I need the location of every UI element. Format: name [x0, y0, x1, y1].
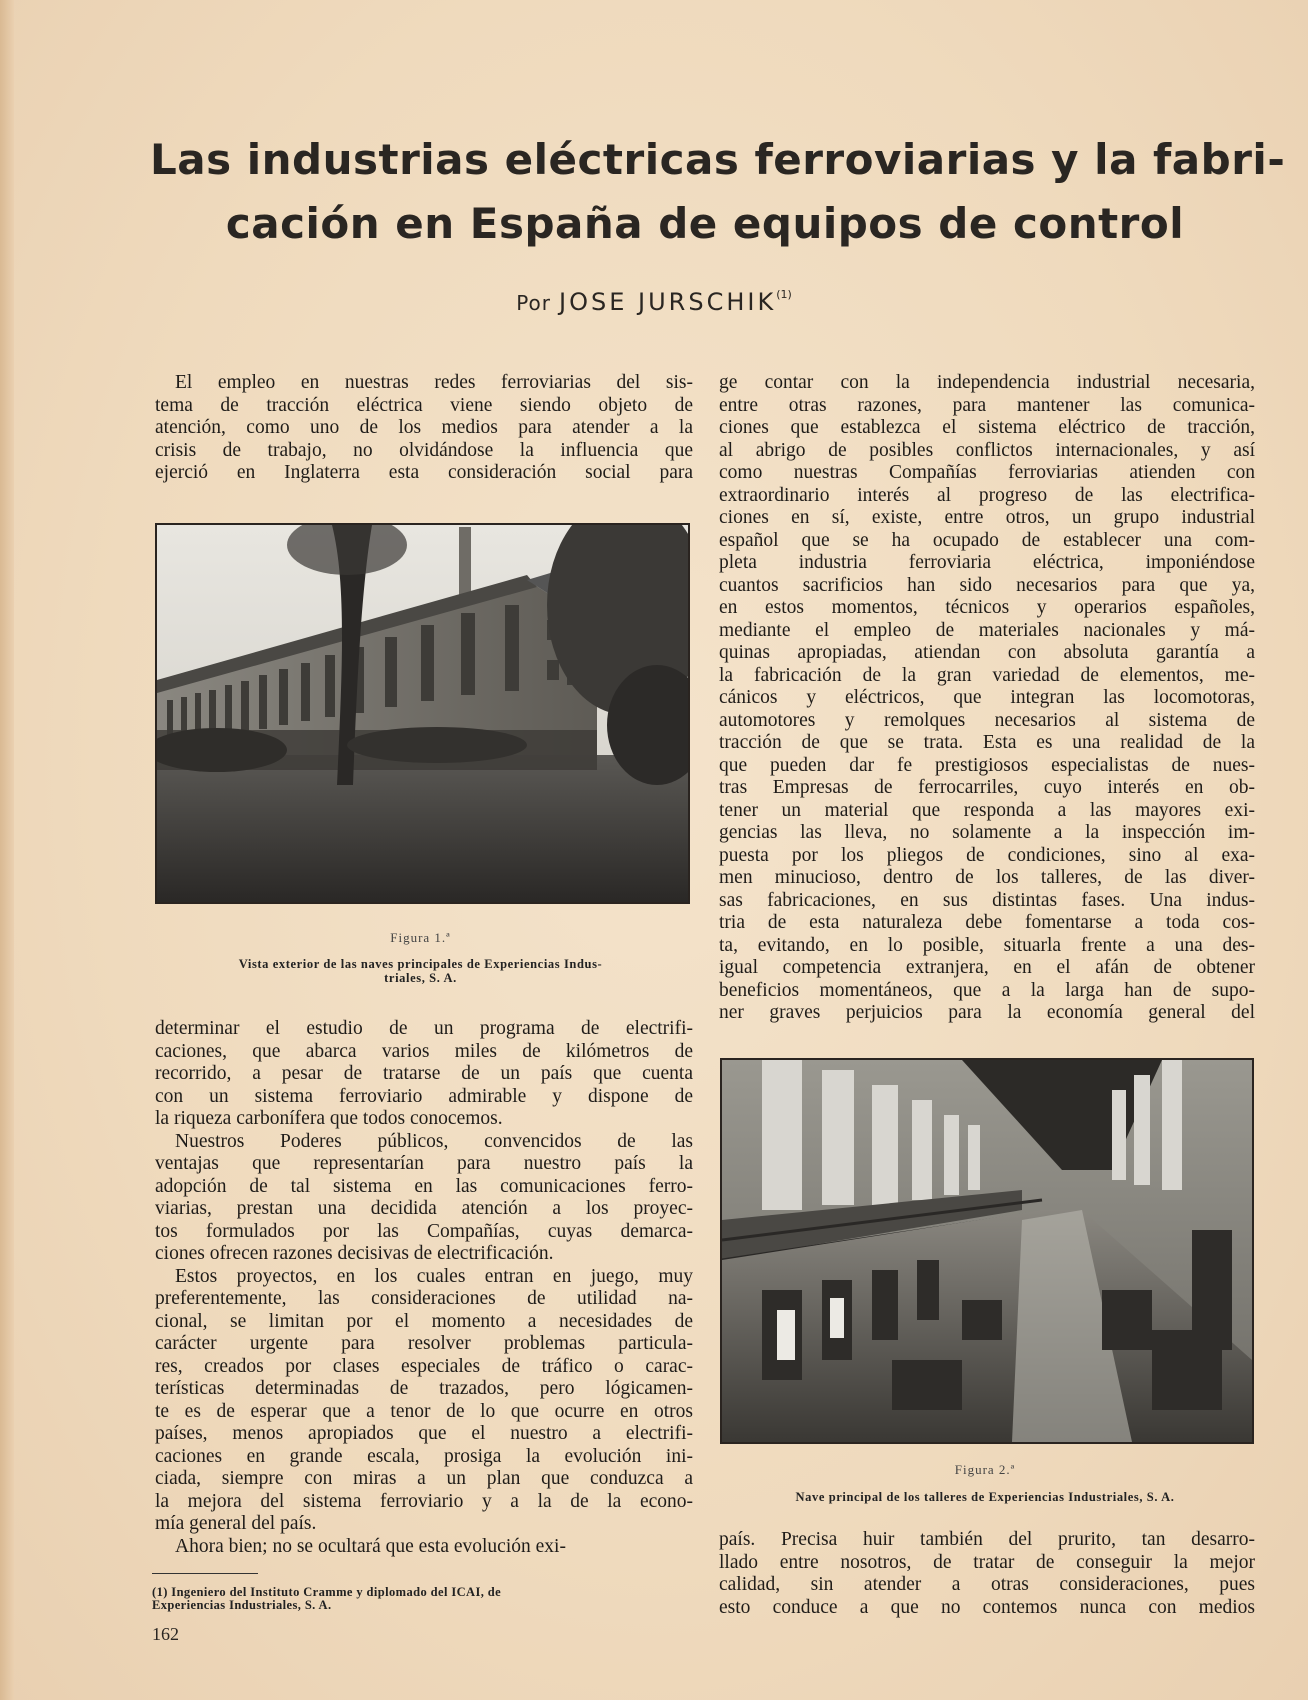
text-line: beneficios momentáneos, que a la larga han de supo- [719, 979, 1255, 1001]
text-line: res, creados por clases especiales de tráfico o carac- [155, 1355, 693, 1377]
text-line: carácter urgente para resolver problemas particula- [155, 1333, 693, 1354]
column-1-intro [155, 372, 693, 485]
text-line: puesta por los pliegos de condiciones, sino al exa- [719, 844, 1255, 866]
footnote-rule [152, 1573, 258, 1574]
text-line: país. Precisa huir también del prurito, tan desarro- [719, 1529, 1255, 1550]
column-2-top [719, 372, 1255, 1025]
title-line: Las industrias eléctricas ferroviarias y la fabri- [150, 135, 1286, 184]
figure-1-label: Figura 1.ª [390, 930, 451, 945]
text-line: llado entre nosotros, de tratar de conseguir la mejor [719, 1551, 1255, 1573]
byline-prefix: Por [516, 291, 552, 315]
text-line: sas fabricaciones, en sus distintas fases. Una indus- [719, 889, 1255, 911]
text-line: recorrido, a pesar de tratarse de un país que cuenta [155, 1063, 693, 1084]
text-line: quinas apropiadas, atiendan con absoluta garantía a [719, 642, 1255, 663]
column-1-body [155, 1018, 693, 1558]
text-line: entre otras razones, para mantener las comunica- [719, 394, 1255, 416]
column-2-bottom [719, 1529, 1255, 1619]
text-line: ta, evitando, en lo posible, situarla frente a una des- [719, 934, 1255, 956]
page-number: 162 [152, 1624, 179, 1644]
text-line: te es de esperar que a tenor de lo que ocurre en otros [155, 1400, 693, 1422]
text-line: determinar el estudio de un programa de electrifi- [155, 1018, 693, 1039]
text-line: igual competencia extranjera, en el afán de obtener [719, 957, 1255, 978]
text-line: esto conduce a que no contemos nunca con medios [719, 1596, 1255, 1618]
figure-2-photo [720, 1058, 1254, 1444]
text-line: ventajas que representarían para nuestro país la [155, 1153, 693, 1174]
text-line: caciones, que abarca varios miles de kilómetros de [155, 1040, 693, 1062]
text-line: atención, como uno de los medios para atender a la [155, 417, 693, 438]
text-line: la fabricación de la gran variedad de elementos, me- [719, 664, 1255, 686]
text-line: la mejora del sistema ferroviario y a la de la econo- [155, 1490, 693, 1512]
text-line: tras Empresas de ferrocarriles, cuyo interés en ob- [719, 777, 1255, 798]
text-line: men minucioso, dentro de los talleres, de las diver- [719, 867, 1255, 888]
text-line: caciones en grande escala, prosiga la evolución ini- [155, 1445, 693, 1467]
text-line: ciada, siempre con miras a un plan que conduzca a [155, 1468, 693, 1489]
text-line: con un sistema ferroviario admirable y dispone de [155, 1085, 693, 1107]
text-line: ciones en sí, existe, entre otros, un grupo industrial [719, 507, 1255, 528]
figure-1-caption [155, 957, 686, 985]
text-line: como nuestras Compañías ferroviarias atienden con [719, 462, 1255, 483]
text-line: preferentemente, las consideraciones de utilidad na- [155, 1288, 693, 1309]
text-line: terísticas determinadas de trazados, pero lógicamen- [155, 1378, 693, 1399]
text-line: español que se ha ocupado de establecer una com- [719, 529, 1255, 551]
text-line: mediante el empleo de materiales nacionales y má- [719, 619, 1255, 641]
text-line: gencias las lleva, no solamente a la inspección im- [719, 822, 1255, 843]
text-line: cional, se limitan por el momento a necesidades de [155, 1310, 693, 1332]
figure-2-caption: Nave principal de los talleres de Experiencias Industriales, S. A. [795, 1490, 1175, 1504]
text-line: ner graves perjuicios para la economía general del [719, 1002, 1255, 1023]
text-line: cuantos sacrificios han sido necesarios para que ya, [719, 574, 1255, 596]
figure-1-photo [155, 523, 690, 904]
text-line: ejerció en Inglaterra esta consideración social para [155, 462, 693, 483]
factory-exterior-image [157, 525, 688, 902]
page-edge [0, 0, 14, 1700]
footnote-marker: (1) [776, 288, 792, 301]
text-line: mía general del país. [155, 1513, 317, 1534]
text-line: tos formulados por las Compañías, cuyas demarca- [155, 1220, 693, 1242]
text-line: Nuestros Poderes públicos, convencidos de las [175, 1130, 693, 1152]
text-line: viarias, prestan una decidida atención a los proyec- [155, 1198, 693, 1219]
text-line: calidad, sin atender a otras consideraciones, pues [719, 1574, 1255, 1595]
text-line: extraordinario interés al progreso de las electrifica- [719, 484, 1255, 506]
workshop-interior-image [722, 1060, 1252, 1442]
text-line: ciones que establezca el sistema eléctrico de tracción, [719, 417, 1255, 438]
text-line: que pueden dar fe prestigiosos especialistas de nues- [719, 754, 1255, 776]
figure-2-label: Figura 2.ª [954, 1462, 1016, 1477]
footnote-line: (1) Ingeniero del Instituto Cramme y diplomado del ICAI, de [152, 1585, 502, 1599]
title-line: cación en España de equipos de control [225, 199, 1185, 248]
text-line: la riqueza carbonífera que todos conocemos. [155, 1108, 503, 1129]
caption-line: triales, S. A. [384, 971, 457, 985]
byline [0, 288, 1308, 316]
author-footnote [152, 1586, 688, 1612]
text-line: tener un material que responda a las mayores exi- [719, 799, 1255, 821]
text-line: Ahora bien; no se ocultará que esta evolución exi- [175, 1535, 566, 1557]
text-line: ciones ofrecen razones decisivas de electrificación. [155, 1243, 554, 1264]
text-line: cánicos y eléctricos, que integran las locomotoras, [719, 687, 1255, 708]
text-line: al abrigo de posibles conflictos internacionales, y así [719, 439, 1255, 461]
text-line: en estos momentos, técnicos y operarios españoles, [719, 597, 1255, 618]
article-title [150, 128, 1286, 256]
text-line: tema de tracción eléctrica viene siendo objeto de [155, 394, 693, 416]
text-line: Estos proyectos, en los cuales entran en juego, muy [175, 1265, 693, 1287]
text-line: tracción de que se trata. Esta es una realidad de la [719, 732, 1255, 753]
caption-line: Vista exterior de las naves principales de Experiencias Indus- [238, 957, 603, 971]
text-line: pleta industria ferroviaria eléctrica, imponiéndose [719, 552, 1255, 573]
text-line: ge contar con la independencia industrial necesaria, [719, 372, 1255, 393]
author-name: JOSE JURSCHIK [559, 288, 777, 316]
text-line: países, menos apropiados que el nuestro a electrifi- [155, 1423, 693, 1444]
text-line: tria de esta naturaleza debe fomentarse a toda cos- [719, 912, 1255, 933]
footnote-line: Experiencias Industriales, S. A. [152, 1598, 332, 1612]
text-line: adopción de tal sistema en las comunicaciones ferro- [155, 1175, 693, 1197]
text-line: crisis de trabajo, no olvidándose la influencia que [155, 439, 693, 461]
text-line: automotores y remolques necesarios al sistema de [719, 709, 1255, 731]
text-line: El empleo en nuestras redes ferroviarias del sis- [175, 372, 693, 393]
